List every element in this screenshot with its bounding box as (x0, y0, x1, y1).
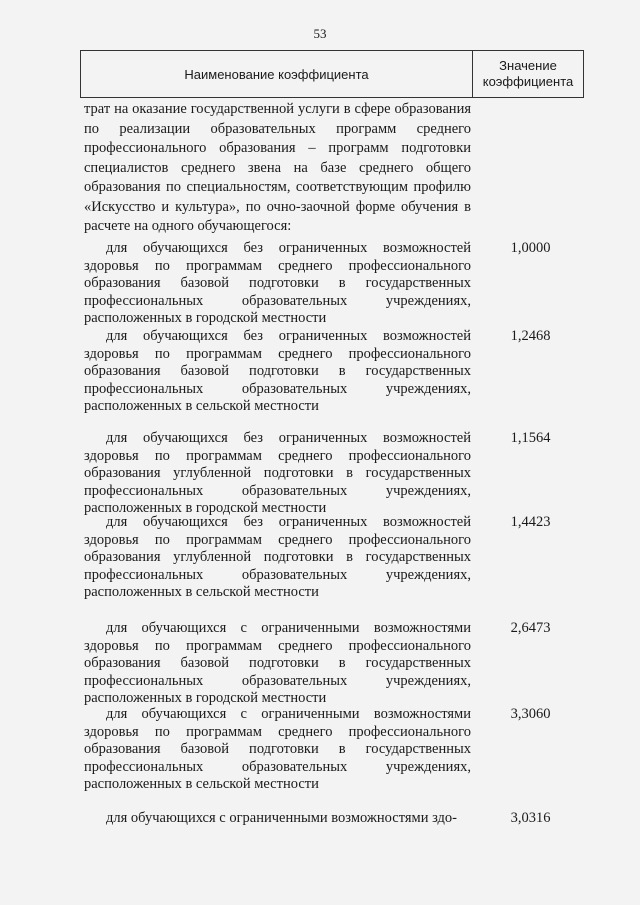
column-header-value: Значение коэффициента (482, 58, 574, 89)
row-description: для обучающихся с ограниченными возможностями здоровья по программам среднего профессионального образования базовой подготовки в государственных профессиональных образовательных учреждениях, расположенных в городской местности (84, 620, 471, 707)
table-row (84, 430, 584, 518)
row-value: 1,4423 (510, 514, 551, 530)
row-value: 1,0000 (510, 240, 551, 256)
row-description: для обучающихся с ограниченными возможностями здоровья по программам среднего профессионального образования базовой подготовки в государственных профессиональных образовательных учреждениях, расположенных в сельской местности (84, 706, 471, 793)
row-value: 1,1564 (510, 430, 551, 446)
row-description: для обучающихся без ограниченных возможностей здоровья по программам среднего профессионального образования углубленной подготовки в государственных профессиональных образовательных учреждениях, расположенных в сельской местности (84, 514, 471, 601)
row-value: 3,0316 (510, 810, 551, 826)
row-value: 1,2468 (510, 328, 551, 344)
table-header (80, 50, 584, 98)
row-description: для обучающихся без ограниченных возможностей здоровья по программам среднего профессионального образования базовой подготовки в государственных профессиональных образовательных учреждениях, расположенных в сельской местности (84, 328, 471, 415)
row-value: 3,3060 (510, 706, 551, 722)
row-description: для обучающихся без ограниченных возможностей здоровья по программам среднего профессионального образования базовой подготовки в государственных профессиональных образовательных учреждениях, расположенных в городской местности (84, 240, 471, 327)
table-row (84, 620, 584, 708)
table-row (84, 514, 584, 602)
table-row (84, 240, 584, 328)
table-row (84, 706, 584, 794)
table-row (84, 328, 584, 416)
page-number: 53 (313, 26, 327, 41)
row-value: 2,6473 (510, 620, 551, 636)
table-row (84, 810, 584, 828)
row-description: для обучающихся без ограниченных возможностей здоровья по программам среднего профессионального образования углубленной подготовки в государственных профессиональных образовательных учреждениях, расположенных в городской местности (84, 430, 471, 517)
column-header-name: Наименование коэффициента (81, 51, 473, 97)
row-description: для обучающихся с ограниченными возможностями здо- (106, 810, 458, 826)
intro-paragraph: трат на оказание государственной услуги в сфере образования по реализации образовательных программ среднего профессионального образования – программ подготовки специалистов среднего звена на базе среднего общего образования по специальностям, соответствующим профилю «Искусство и культура», по очно-заочной форме обучения в расчете на одного обучающегося: (84, 101, 471, 234)
